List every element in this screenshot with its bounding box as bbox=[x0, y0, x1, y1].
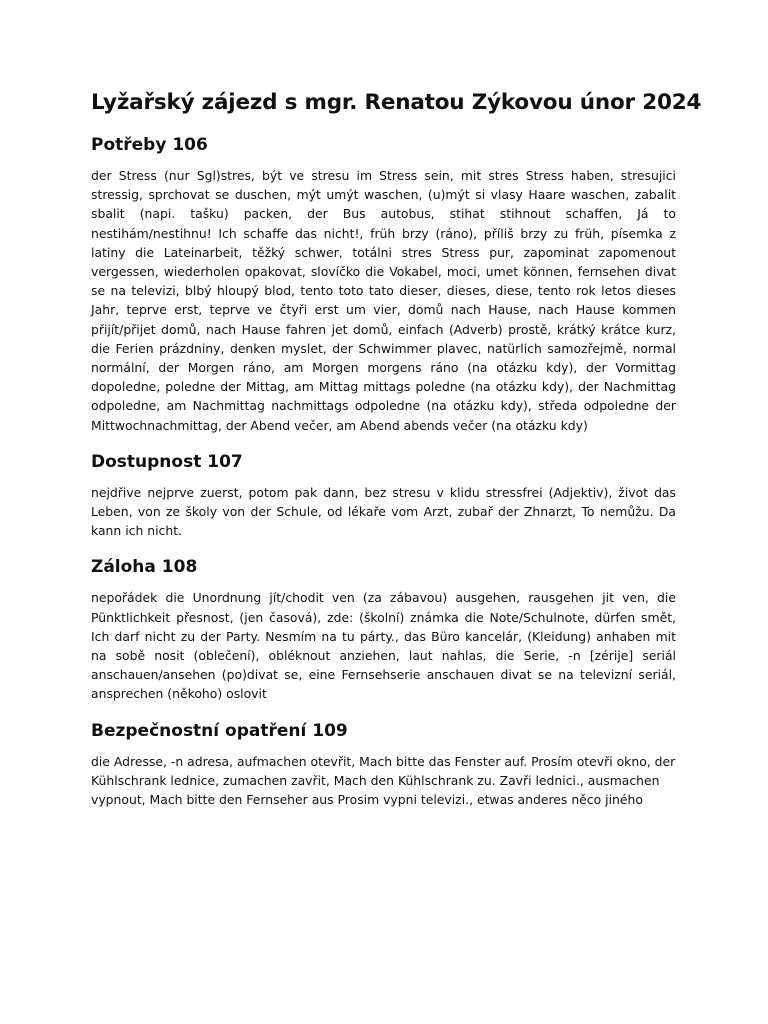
section-body: die Adresse, -n adresa, aufmachen otevřit, Mach bitte das Fenster auf. Prosím otevři okno, der Kühlschrank lednice, zumachen zavřit, Mach den Kühlschrank zu. Zavři lednici., ausmachen vypnout, Mach bitte den Fernseher aus Prosim vypni televizi., etwas anderes něco jiného bbox=[91, 753, 676, 808]
section-bezpecnostni-opatreni bbox=[91, 718, 676, 810]
section-heading: Dostupnost 107 bbox=[91, 451, 243, 472]
section-body: nepořádek die Unordnung jít/chodit ven (za zábavou) ausgehen, rausgehen jit ven, die Pünktlichkeit přesnost, (jen časová), zde: (školní) známka die Note/Schulnote, dürfen smět, Ich darf nicht zu der Party. Nesmím na tu párty., das Büro kancelár, (Kleidung) anhaben mit na sobě nosit (oblečení), obléknout anziehen, laut nahlas, die Serie, -n [zérije] seriál anschauen/ansehen (po)divat se, eine Fernsehserie anschauen divat se na televizní seriál, ansprechen (někoho) oslovit bbox=[91, 590, 676, 702]
section-heading: Potřeby 106 bbox=[91, 135, 208, 155]
section-heading: Bezpečnostní opatření 109 bbox=[91, 720, 348, 741]
section-body: nejdřive nejprve zuerst, potom pak dann, bez stresu v klidu stressfrei (Adjektiv), život das Leben, von ze školy von der Schule, od lékaře vom Arzt, zubař der Zhnarzt, To nemůžu. Da kann ich nicht. bbox=[91, 484, 676, 539]
document-title: Lyžařský zájezd s mgr. Renatou Zýkovou únor 2024 bbox=[91, 90, 702, 115]
section-dostupnost bbox=[91, 449, 676, 541]
section-zaloha bbox=[91, 554, 676, 703]
document-page bbox=[91, 86, 702, 809]
section-heading: Záloha 108 bbox=[91, 557, 198, 578]
section-potreby bbox=[91, 132, 676, 435]
section-body: der Stress (nur Sgl)stres, být ve stresu im Stress sein, mit stres Stress haben, stresujici stressig, sprchovat se duschen, mýt umýt waschen, (u)mýt si vlasy Haare waschen, zabalit sbalit (napi. tašku) packen, der Bus autobus, stihat stihnout schaffen, Já to nestihám/nestihnu! Ich schaffe das nicht!, früh brzy (ráno), příliš brzy zu früh, písemka z latiny die Lateinarbeit, těžký schwer, totálni stres Stress pur, zapominat zapomenout vergessen, wiederholen opakovat, slovíčko die Vokabel, moci, umet können, fernsehen divat se na televizi, blbý hloupý blod, tento toto tato dieser, dieses, diese, tento rok letos dieses Jahr, teprve erst, teprve ve čtyři erst um vier, domů nach Hause, nach Hause kommen přijít/přijet domů, nach Hause fahren jet domů, einfach (Adverb) prostě, krátký krátce kurz, die Ferien prázdniny, denken myslet, der Schwimmer plavec, natürlich samozřejmě, normal normální, der Morgen ráno, am Morgen morgens ráno (na otázku kdy), der Vormittag dopoledne, poledne der Mittag, am Mittag mittags poledne (na otázku kdy), der Nachmittag odpoledne, am Nachmittag nachmittags odpoledne (na otázku kdy), středa odpoledne der Mittwochnachmittag, der Abend večer, am Abend abends večer (na otázku kdy) bbox=[91, 168, 676, 433]
